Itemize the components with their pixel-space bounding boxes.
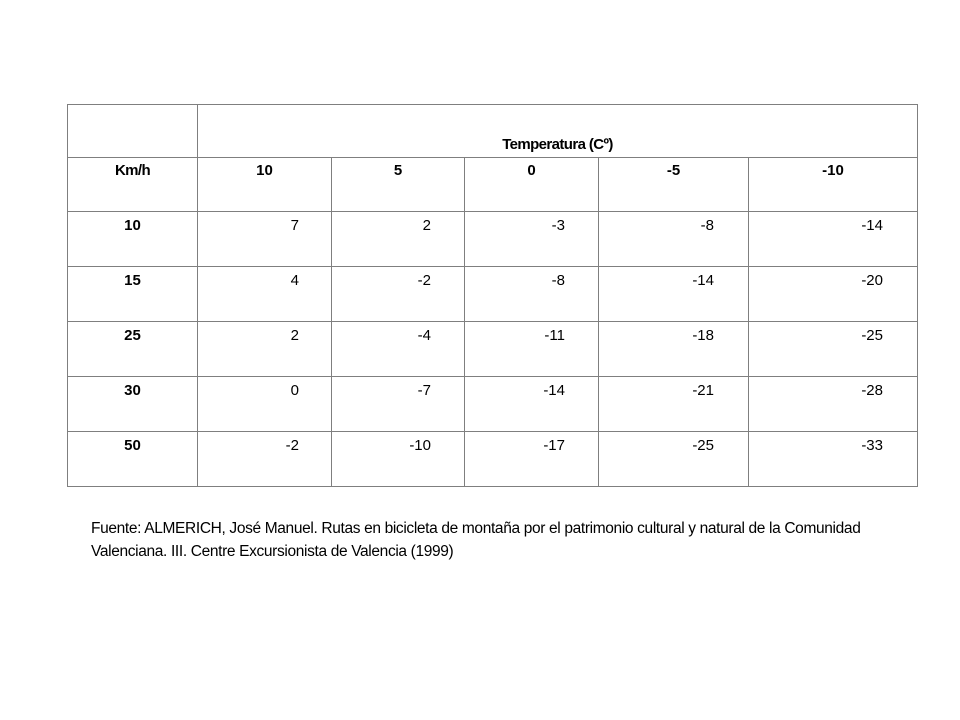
speed-cell: 15 — [68, 267, 198, 322]
value-cell: -11 — [465, 322, 599, 377]
speed-cell: 10 — [68, 212, 198, 267]
speed-cell: 30 — [68, 377, 198, 432]
value-cell: -10 — [332, 432, 465, 487]
table-corner-cell — [68, 105, 198, 158]
temperature-title: Temperatura (Cº) — [502, 136, 613, 153]
value-cell: -17 — [465, 432, 599, 487]
value-cell: -25 — [749, 322, 918, 377]
value-cell: -3 — [465, 212, 599, 267]
value-cell: 4 — [198, 267, 332, 322]
column-header: 5 — [332, 158, 465, 212]
table-header-row — [68, 158, 918, 212]
value-cell: -33 — [749, 432, 918, 487]
table-row — [68, 377, 918, 432]
value-cell: -14 — [749, 212, 918, 267]
table-title-row — [68, 105, 918, 158]
value-cell: -14 — [465, 377, 599, 432]
value-cell: -21 — [599, 377, 749, 432]
speed-cell: 25 — [68, 322, 198, 377]
value-cell: -25 — [599, 432, 749, 487]
speed-cell: 50 — [68, 432, 198, 487]
wind-chill-table — [67, 104, 918, 487]
value-cell: -2 — [198, 432, 332, 487]
value-cell: -20 — [749, 267, 918, 322]
column-header: -5 — [599, 158, 749, 212]
temperature-title-cell — [198, 105, 918, 158]
table-row — [68, 432, 918, 487]
column-header: 10 — [198, 158, 332, 212]
speed-header: Km/h — [68, 158, 198, 212]
value-cell: -18 — [599, 322, 749, 377]
value-cell: -7 — [332, 377, 465, 432]
value-cell: -8 — [465, 267, 599, 322]
value-cell: -2 — [332, 267, 465, 322]
value-cell: 2 — [332, 212, 465, 267]
value-cell: -4 — [332, 322, 465, 377]
table-row — [68, 267, 918, 322]
source-citation: Fuente: ALMERICH, José Manuel. Rutas en bicicleta de montaña por el patrimonio cultural y natural de la Comunidad Valenciana. III. Centre Excursionista de Valencia (1999) — [91, 519, 861, 560]
value-cell: -28 — [749, 377, 918, 432]
column-header: 0 — [465, 158, 599, 212]
value-cell: 0 — [198, 377, 332, 432]
value-cell: 2 — [198, 322, 332, 377]
value-cell: 7 — [198, 212, 332, 267]
table-row — [68, 322, 918, 377]
value-cell: -14 — [599, 267, 749, 322]
value-cell: -8 — [599, 212, 749, 267]
table-row — [68, 212, 918, 267]
column-header: -10 — [749, 158, 918, 212]
